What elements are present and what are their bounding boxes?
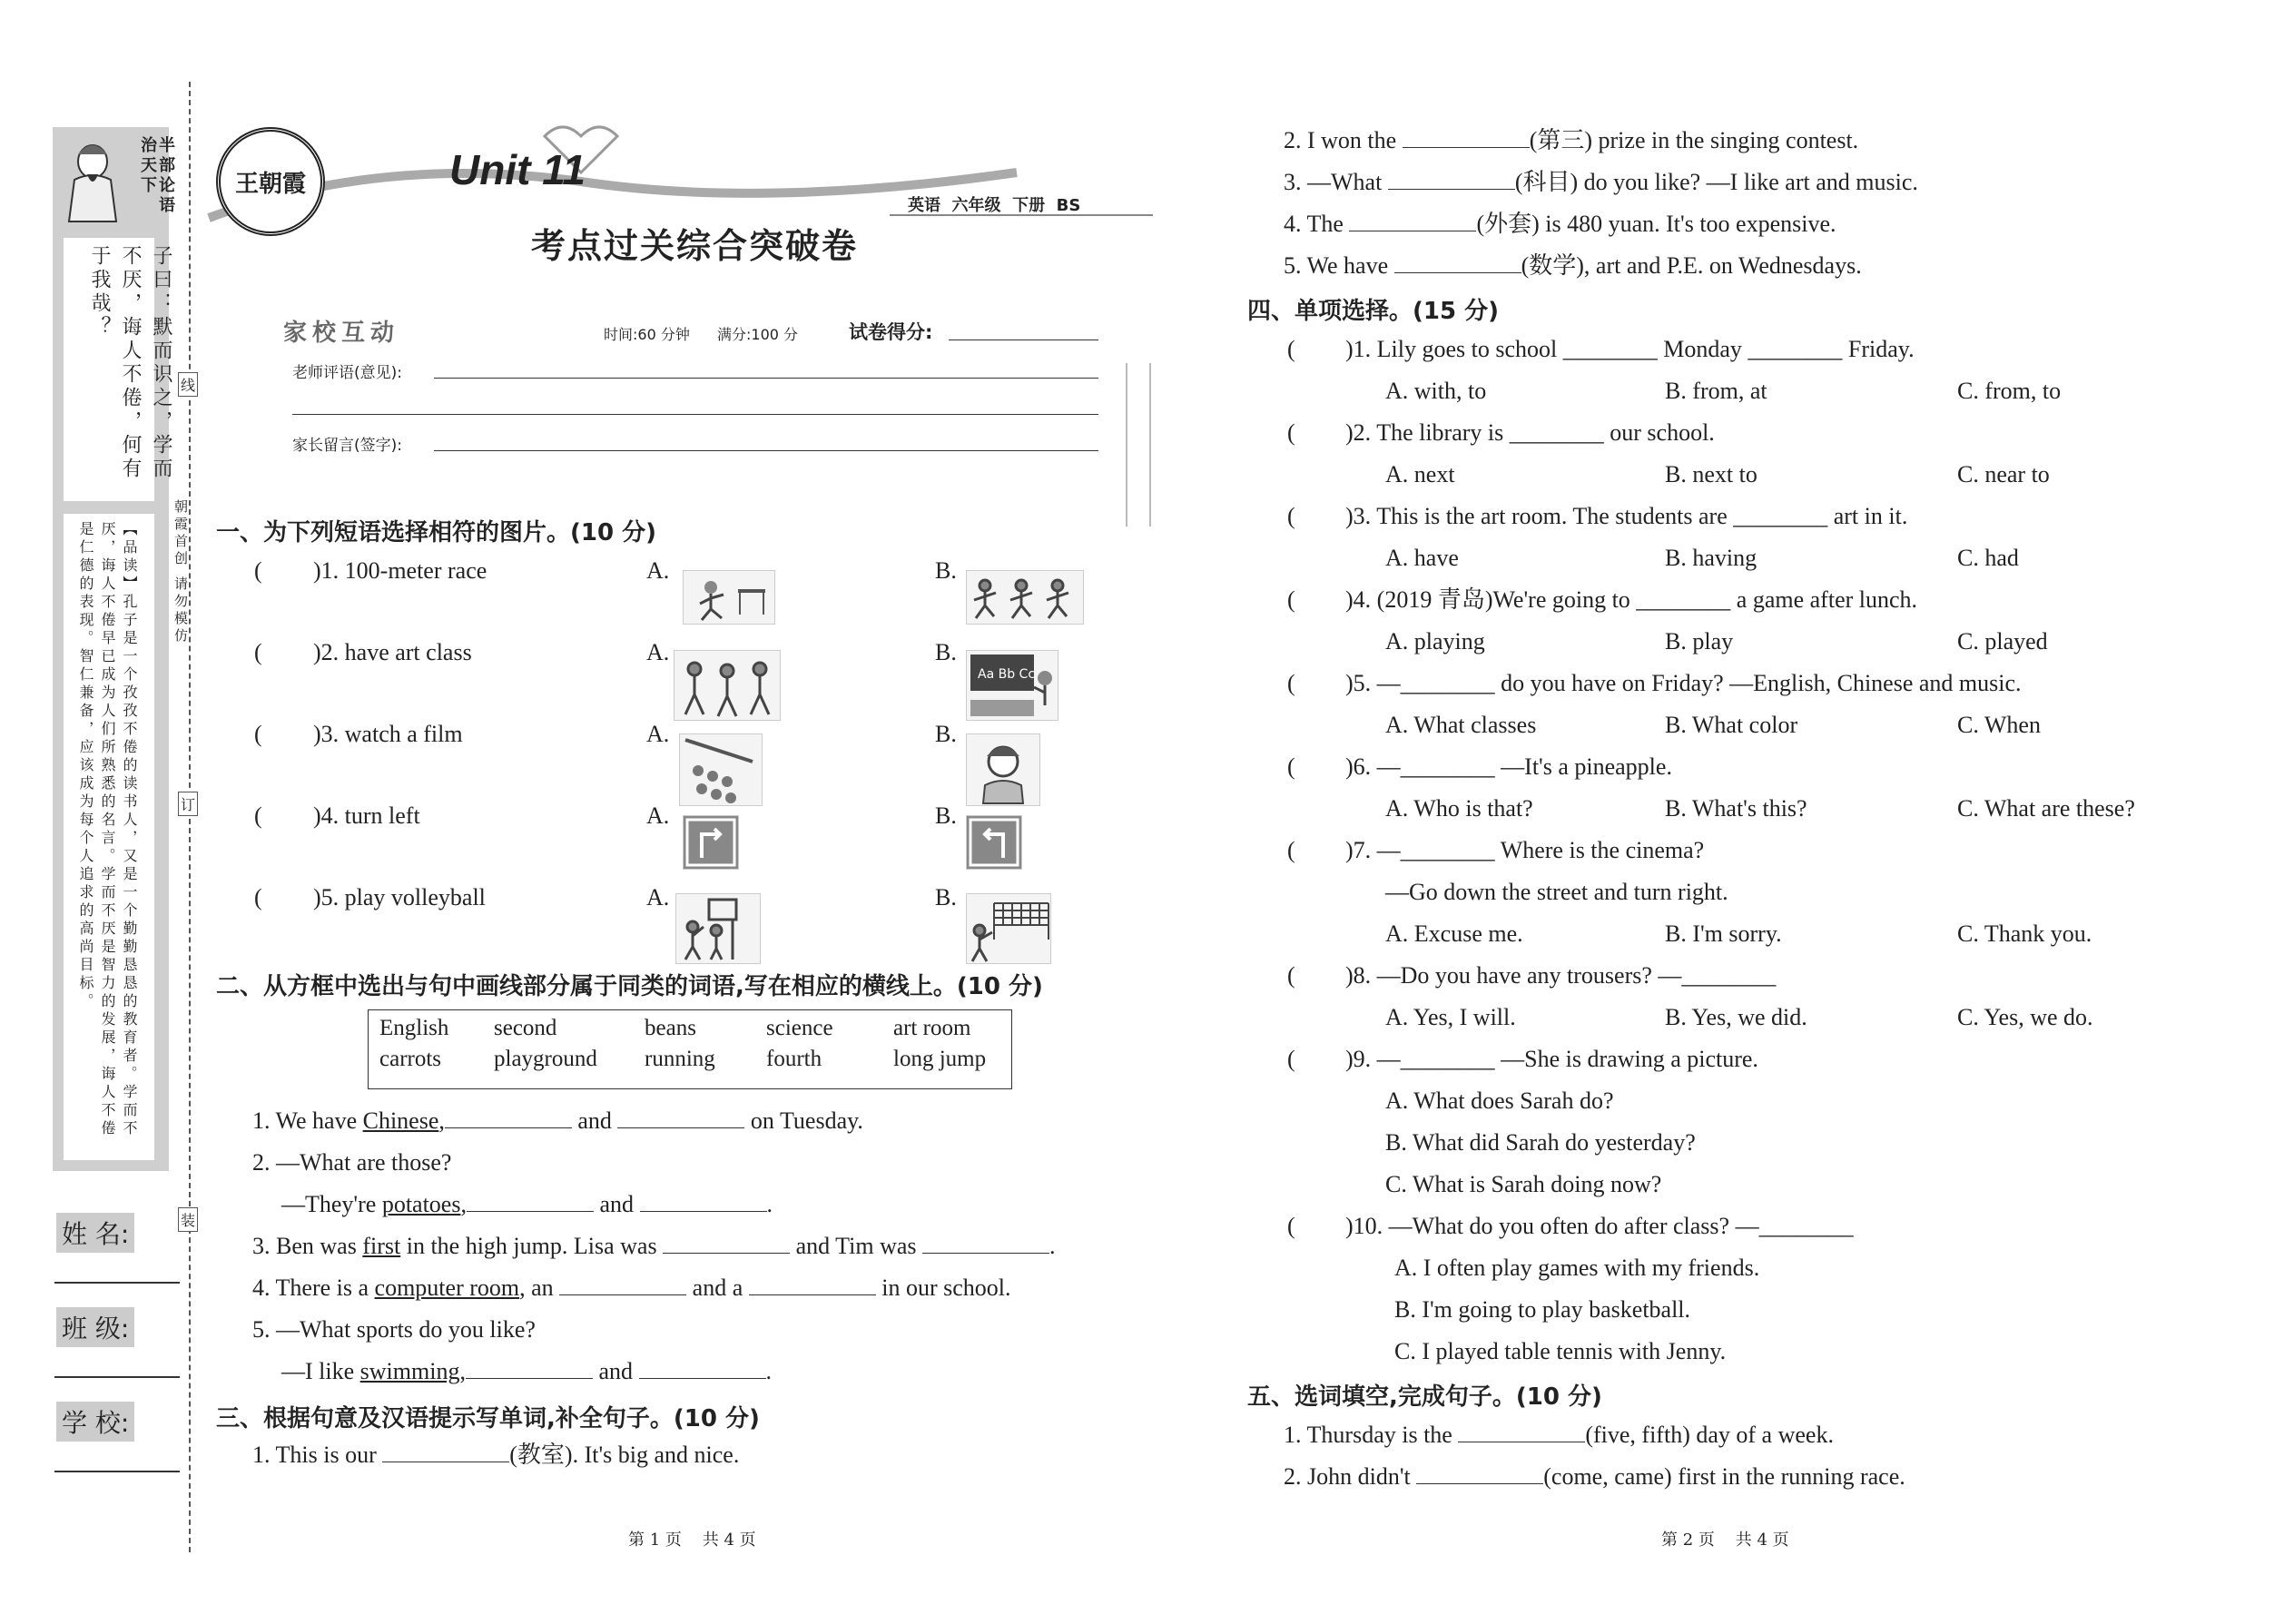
parent-note-label: 家长留言(签字): [292, 437, 402, 455]
s3-q2-end: (第三) prize in the singing contest. [1529, 127, 1859, 153]
s2-q1-blank2[interactable] [617, 1107, 744, 1128]
page2-footer: 第 2 页 共 4 页 [1661, 1530, 1789, 1550]
s2-q4-mid: , an [519, 1275, 560, 1301]
s2-q5-sep: , [459, 1358, 466, 1384]
s4-q9-b[interactable]: B. What did Sarah do yesterday? [1385, 1129, 1696, 1156]
word: fourth [766, 1047, 822, 1071]
s4-q4-paren: ( [1287, 586, 1295, 613]
s3-q4-text: 4. The [1284, 211, 1350, 237]
s5-q2-blank[interactable] [1416, 1463, 1543, 1484]
s4-q5-a[interactable]: A. What classes [1385, 712, 1537, 738]
cut-mark-3: 装 [178, 1207, 198, 1232]
s4-q10-a[interactable]: A. I often play games with my friends. [1394, 1255, 1760, 1281]
s1-q3-a: A. [646, 721, 670, 747]
s4-q3-a[interactable]: A. have [1385, 545, 1459, 571]
s2-q5-text: —I like [281, 1358, 360, 1384]
s1-q5-a: A. [646, 884, 670, 910]
section5-heading: 五、选词填空,完成句子。(10 分) [1247, 1383, 1602, 1411]
exam-meta: 英语 六年级 下册 BS [908, 196, 1081, 215]
s2-q4-underlined: computer room [374, 1275, 520, 1301]
s2-q2-and: and [593, 1191, 640, 1217]
logo-text: 王朝霞 [234, 170, 306, 198]
s1-q5: )5. play volleyball [313, 884, 486, 910]
class-field[interactable] [54, 1376, 180, 1378]
s4-q6-c[interactable]: C. What are these? [1957, 795, 2135, 822]
teacher-comment-line2[interactable] [292, 414, 1098, 415]
word: science [766, 1016, 833, 1040]
s1-q2: )2. have art class [313, 639, 472, 665]
s4-q5-b[interactable]: B. What color [1665, 712, 1798, 738]
s2-q4-blank2[interactable] [749, 1275, 876, 1295]
s4-q7-stem2: —Go down the street and turn right. [1385, 879, 1728, 905]
s4-q9-c[interactable]: C. What is Sarah doing now? [1385, 1171, 1662, 1197]
section4-heading: 四、单项选择。(15 分) [1247, 298, 1499, 325]
s2-q5-blank2[interactable] [639, 1358, 766, 1379]
s4-q4-c[interactable]: C. played [1957, 628, 2048, 655]
s2-q3-mid: in the high jump. Lisa was [400, 1233, 664, 1259]
cut-line [189, 82, 191, 1552]
word: art room [893, 1016, 971, 1040]
brand-vertical: 半部论语治天下 [138, 136, 175, 216]
s2-q2-end: . [766, 1191, 773, 1217]
s1-q3-b-picture [966, 733, 1040, 806]
s3-q5 [1284, 252, 1862, 280]
word-box [368, 1009, 1012, 1089]
s2-q3-text: 3. Ben was [252, 1233, 363, 1259]
s4-q7-b[interactable]: B. I'm sorry. [1665, 920, 1782, 947]
s1-q4: )4. turn left [313, 802, 420, 829]
s4-q3-b[interactable]: B. having [1665, 545, 1757, 571]
s3-q3 [1284, 169, 1918, 196]
s1-q2-a-picture [674, 650, 781, 721]
s4-q6-paren: ( [1287, 753, 1295, 780]
s5-q2 [1284, 1463, 1905, 1491]
s5-q1-end: (five, fifth) day of a week. [1585, 1422, 1834, 1448]
s3-q5-end: (数学), art and P.E. on Wednesdays. [1521, 252, 1862, 279]
word: running [645, 1047, 715, 1071]
s3-q1-blank[interactable] [382, 1442, 509, 1462]
word: carrots [379, 1047, 442, 1071]
s4-q1-c[interactable]: C. from, to [1957, 378, 2062, 404]
s4-q9-a[interactable]: A. What does Sarah do? [1385, 1088, 1614, 1114]
s2-q3-blank2[interactable] [922, 1233, 1049, 1254]
s4-q2-paren: ( [1287, 419, 1295, 446]
s4-q4-b[interactable]: B. play [1665, 628, 1734, 655]
s4-q1-paren: ( [1287, 336, 1295, 362]
s3-q1-end: (教室). It's big and nice. [509, 1442, 740, 1468]
s2-q3 [252, 1233, 1056, 1260]
s2-q5a: 5. —What sports do you like? [252, 1316, 536, 1343]
s5-q1-blank[interactable] [1458, 1422, 1585, 1442]
s2-q2-sep: , [460, 1191, 467, 1217]
s4-q7-stem: )7. —________ Where is the cinema? [1345, 837, 1705, 863]
header-rule [890, 214, 1153, 216]
parent-note-field[interactable] [434, 450, 1098, 451]
s2-q4-text: 4. There is a [252, 1275, 375, 1301]
s3-q3-end: (科目) do you like? —I like art and music. [1514, 169, 1918, 195]
s3-q5-blank[interactable] [1394, 252, 1521, 273]
s4-q8-a[interactable]: A. Yes, I will. [1385, 1004, 1516, 1030]
s3-q2-blank[interactable] [1403, 127, 1530, 148]
s2-q3-underlined: first [362, 1233, 401, 1259]
svg-text:Aa Bb Cc: Aa Bb Cc [978, 667, 1036, 682]
s2-q1-and: and [571, 1107, 618, 1134]
s1-q1-paren: ( [254, 557, 262, 584]
s1-q4-b-picture [966, 815, 1022, 870]
s3-q4-blank[interactable] [1349, 211, 1476, 231]
s4-q10-c[interactable]: C. I played table tennis with Jenny. [1394, 1338, 1727, 1364]
s4-q6-stem: )6. —________ —It's a pineapple. [1345, 753, 1672, 780]
s4-q1-a[interactable]: A. with, to [1385, 378, 1487, 404]
header-frame [1126, 363, 1151, 527]
s1-q1-b-picture [966, 570, 1084, 625]
word-row-2 [372, 1045, 1002, 1076]
s1-q1-a: A. [646, 557, 670, 584]
s4-q8-paren: ( [1287, 962, 1295, 989]
s2-q5-underlined: swimming [359, 1358, 460, 1384]
s4-q7-a[interactable]: A. Excuse me. [1385, 920, 1523, 947]
s2-q1-blank1[interactable] [445, 1107, 572, 1128]
s2-q3-blank1[interactable] [663, 1233, 790, 1254]
s1-q1: )1. 100-meter race [313, 557, 487, 584]
s3-q4-end: (外套) is 480 yuan. It's too expensive. [1476, 211, 1836, 237]
s3-q2-text: 2. I won the [1284, 127, 1403, 153]
s4-q10-paren: ( [1287, 1213, 1295, 1239]
class-label: 班 级: [56, 1307, 134, 1347]
s1-q4-a-picture [683, 815, 739, 870]
school-label: 学 校: [56, 1402, 134, 1442]
s1-q2-b: B. [935, 639, 957, 665]
word-table [372, 1014, 1002, 1076]
section3-heading: 三、根据句意及汉语提示写单词,补全句子。(10 分) [216, 1405, 760, 1432]
page1-footer: 第 1 页 共 4 页 [628, 1530, 756, 1550]
s2-q1 [252, 1107, 863, 1135]
s4-q7-c[interactable]: C. Thank you. [1957, 920, 2092, 947]
s4-q6-a[interactable]: A. Who is that? [1385, 795, 1533, 822]
s1-q4-paren: ( [254, 802, 262, 829]
s4-q8-stem: )8. —Do you have any trousers? —________ [1345, 962, 1777, 989]
section1-heading: 一、为下列短语选择相符的图片。(10 分) [216, 519, 656, 546]
name-label: 姓 名: [56, 1213, 134, 1253]
s1-q5-b: B. [935, 884, 957, 910]
s3-q3-text: 3. —What [1284, 169, 1388, 195]
interaction-label: 家校互动 [283, 320, 400, 347]
s4-q2-c[interactable]: C. near to [1957, 461, 2050, 487]
word: beans [645, 1016, 696, 1040]
s5-q1-text: 1. Thursday is the [1284, 1422, 1459, 1448]
s1-q3-b: B. [935, 721, 957, 747]
word: English [379, 1016, 449, 1040]
word: long jump [893, 1047, 987, 1071]
s4-q4-a[interactable]: A. playing [1385, 628, 1485, 655]
s3-q5-text: 5. We have [1284, 252, 1394, 279]
s4-q10-b[interactable]: B. I'm going to play basketball. [1394, 1296, 1691, 1323]
commentary: 【品读】孔子是一个孜孜不倦的读书人，又是一个勤勤恳恳的教育者。学而不厌，诲人不倦早已成为人们所熟悉的名言。学而不厌是智力的发展，诲人不倦是仁德的表现。智仁兼备，应该成为每个人追求的高尚目标。 [77, 521, 138, 1138]
s1-q2-paren: ( [254, 639, 262, 665]
s1-q3-a-picture [679, 733, 763, 806]
s4-q6-b[interactable]: B. What's this? [1665, 795, 1807, 822]
s3-q1 [252, 1442, 739, 1469]
s2-q4 [252, 1275, 1011, 1302]
cut-mark-1: 线 [178, 372, 198, 397]
s2-q1-text: 1. We have [252, 1107, 363, 1134]
s2-q3-end: . [1049, 1233, 1056, 1259]
s2-q2-blank2[interactable] [640, 1191, 767, 1212]
s4-q9-paren: ( [1287, 1046, 1295, 1072]
s1-q3-paren: ( [254, 721, 262, 747]
s4-q5-c[interactable]: C. When [1957, 712, 2041, 738]
s2-q1-end: on Tuesday. [744, 1107, 863, 1134]
s1-q4-a: A. [646, 802, 670, 829]
school-field[interactable] [54, 1471, 180, 1472]
s2-q4-and: and a [686, 1275, 749, 1301]
s2-q1-underlined: Chinese [362, 1107, 439, 1134]
s3-q4 [1284, 211, 1836, 238]
confucius-quote: 子曰：默而识之，学而不厌，诲人不倦，何有于我哉？ [88, 245, 172, 481]
s1-q4-b: B. [935, 802, 957, 829]
s1-q2-a: A. [646, 639, 670, 665]
s5-q1 [1284, 1422, 1834, 1449]
s2-q2b [281, 1191, 773, 1218]
s2-q5b [281, 1358, 772, 1385]
full-score: 满分:100 分 [717, 326, 799, 343]
s4-q2-stem: )2. The library is ________ our school. [1345, 419, 1715, 446]
s4-q3-c[interactable]: C. had [1957, 545, 2019, 571]
s2-q2-blank1[interactable] [467, 1191, 594, 1212]
brand-logo [216, 127, 325, 236]
exam-title: 考点过关综合突破卷 [531, 226, 859, 266]
edge-note: 朝霞首创 请勿模仿 [172, 499, 189, 645]
s4-q10-stem: )10. —What do you often do after class? —________ [1345, 1213, 1854, 1239]
cut-mark-2: 订 [178, 792, 198, 816]
section2-heading: 二、从方框中选出与句中画线部分属于同类的词语,写在相应的横线上。(10 分) [216, 973, 1043, 1000]
s5-q2-text: 2. John didn't [1284, 1463, 1417, 1490]
s4-q5-stem: )5. —________ do you have on Friday? —English, Chinese and music. [1345, 670, 2022, 696]
s4-q2-a[interactable]: A. next [1385, 461, 1455, 487]
s4-q7-paren: ( [1287, 837, 1295, 863]
s2-q1-sep: , [438, 1107, 445, 1134]
s4-q5-paren: ( [1287, 670, 1295, 696]
name-field[interactable] [54, 1282, 180, 1284]
unit-title: Unit 11 [449, 146, 586, 193]
s4-q3-paren: ( [1287, 503, 1295, 529]
s2-q5-end: . [765, 1358, 772, 1384]
s1-q5-a-picture [675, 893, 761, 964]
s3-q2 [1284, 127, 1858, 154]
s2-q2a: 2. —What are those? [252, 1149, 452, 1176]
s1-q5-paren: ( [254, 884, 262, 910]
confucius-illustration [56, 134, 129, 225]
s1-q1-a-picture [683, 570, 775, 625]
s5-q2-end: (come, came) first in the running race. [1543, 1463, 1905, 1490]
teacher-comment-field[interactable] [434, 378, 1098, 379]
word-row-1 [372, 1014, 1002, 1045]
s4-q1-stem: )1. Lily goes to school ________ Monday ________ Friday. [1345, 336, 1915, 362]
s1-q2-b-picture [966, 650, 1058, 721]
word: playground [494, 1047, 597, 1071]
s3-q3-blank[interactable] [1388, 169, 1515, 190]
s2-q3-and: and Tim was [790, 1233, 922, 1259]
s2-q5-and: and [592, 1358, 639, 1384]
s2-q4-blank1[interactable] [559, 1275, 686, 1295]
s1-q5-b-picture [966, 893, 1051, 964]
s1-q3: )3. watch a film [313, 721, 463, 747]
s2-q4-end: in our school. [875, 1275, 1011, 1301]
s4-q9-stem: )9. —________ —She is drawing a picture. [1345, 1046, 1758, 1072]
s2-q5-blank1[interactable] [466, 1358, 593, 1379]
s4-q3-stem: )3. This is the art room. The students are ________ art in it. [1345, 503, 1908, 529]
teacher-comment-label: 老师评语(意见): [292, 364, 402, 382]
score-label: 试卷得分: [849, 321, 933, 343]
exam-time: 时间:60 分钟 [604, 326, 690, 343]
s3-q1-text: 1. This is our [252, 1442, 383, 1468]
s4-q1-b[interactable]: B. from, at [1665, 378, 1767, 404]
s1-q1-b: B. [935, 557, 957, 584]
s4-q2-b[interactable]: B. next to [1665, 461, 1757, 487]
s4-q4-stem: )4. (2019 青岛)We're going to ________ a game after lunch. [1345, 586, 1918, 613]
word: second [494, 1016, 557, 1040]
s2-q2-text: —They're [281, 1191, 382, 1217]
s4-q8-b[interactable]: B. Yes, we did. [1665, 1004, 1807, 1030]
s2-q2-underlined: potatoes [381, 1191, 461, 1217]
s4-q8-c[interactable]: C. Yes, we do. [1957, 1004, 2093, 1030]
